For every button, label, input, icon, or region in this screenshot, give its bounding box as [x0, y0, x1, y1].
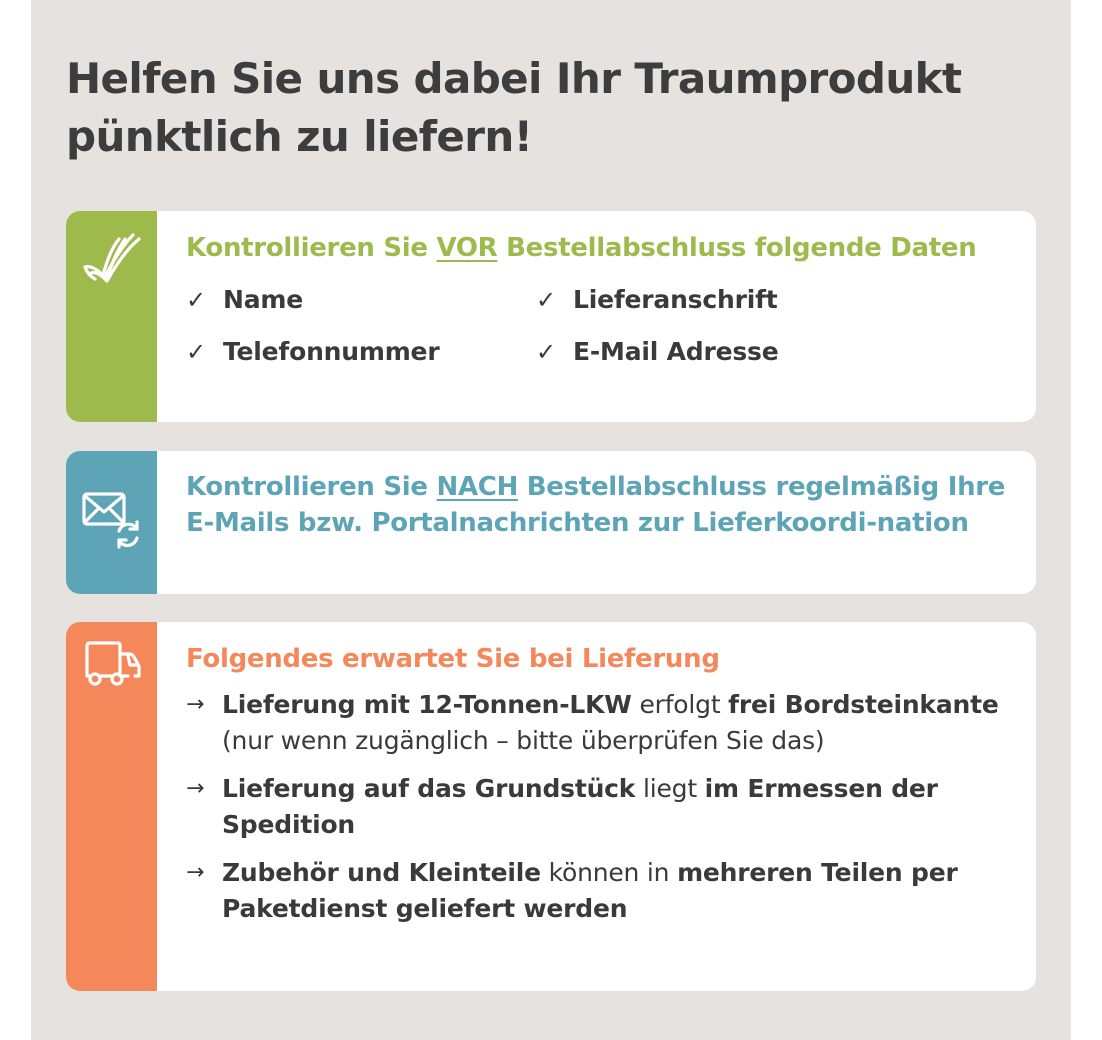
mail-refresh-icon — [81, 491, 143, 549]
truck-icon — [82, 640, 142, 688]
card-check-after-order — [66, 451, 1036, 594]
arrow-right-icon: → — [186, 692, 205, 717]
double-check-icon — [81, 231, 143, 287]
checkmark-icon: ✓ — [536, 286, 556, 314]
arrow-right-icon: → — [186, 860, 205, 885]
delivery-info-item: → Lieferung auf das Grundstück liegt im Ermessen der Spedition — [186, 771, 1016, 843]
checklist-item-phone: ✓ Telefonnummer — [186, 334, 536, 370]
checklist — [186, 282, 1016, 370]
emphasis-nach: NACH — [436, 472, 519, 502]
card-accent-strip-teal — [66, 451, 157, 594]
emphasis-vor: VOR — [436, 233, 498, 263]
checkmark-icon: ✓ — [186, 286, 206, 314]
card-title: Kontrollieren Sie VOR Bestellabschluss folgende Daten — [186, 233, 977, 263]
checkmark-icon: ✓ — [536, 338, 556, 366]
arrow-right-icon: → — [186, 776, 205, 801]
card-accent-strip-green — [66, 211, 157, 422]
delivery-info-list — [186, 687, 1016, 927]
card-title: Folgendes erwartet Sie bei Lieferung — [186, 644, 720, 674]
card-accent-strip-orange — [66, 622, 157, 991]
checklist-item-name: ✓ Name — [186, 282, 536, 318]
card-check-before-order — [66, 211, 1036, 422]
delivery-info-item: → Zubehör und Kleinteile können in mehreren Teilen per Paketdienst geliefert werden — [186, 855, 1016, 927]
checklist-item-email: ✓ E-Mail Adresse — [536, 334, 886, 370]
card-title: Kontrollieren Sie NACH Bestellabschluss regelmäßig Ihre E-Mails bzw. Portalnachrichten zur Lieferkoordi-nation — [186, 472, 1006, 538]
checkmark-icon: ✓ — [186, 338, 206, 366]
page-title: Helfen Sie uns dabei Ihr Traumprodukt pünktlich zu liefern! — [66, 54, 962, 161]
card-delivery-expectations — [66, 622, 1036, 991]
delivery-info-item: → Lieferung mit 12-Tonnen-LKW erfolgt frei Bordsteinkante (nur wenn zugänglich – bitte überprüfen Sie das) — [186, 687, 1016, 759]
checklist-item-delivery-address: ✓ Lieferanschrift — [536, 282, 886, 318]
